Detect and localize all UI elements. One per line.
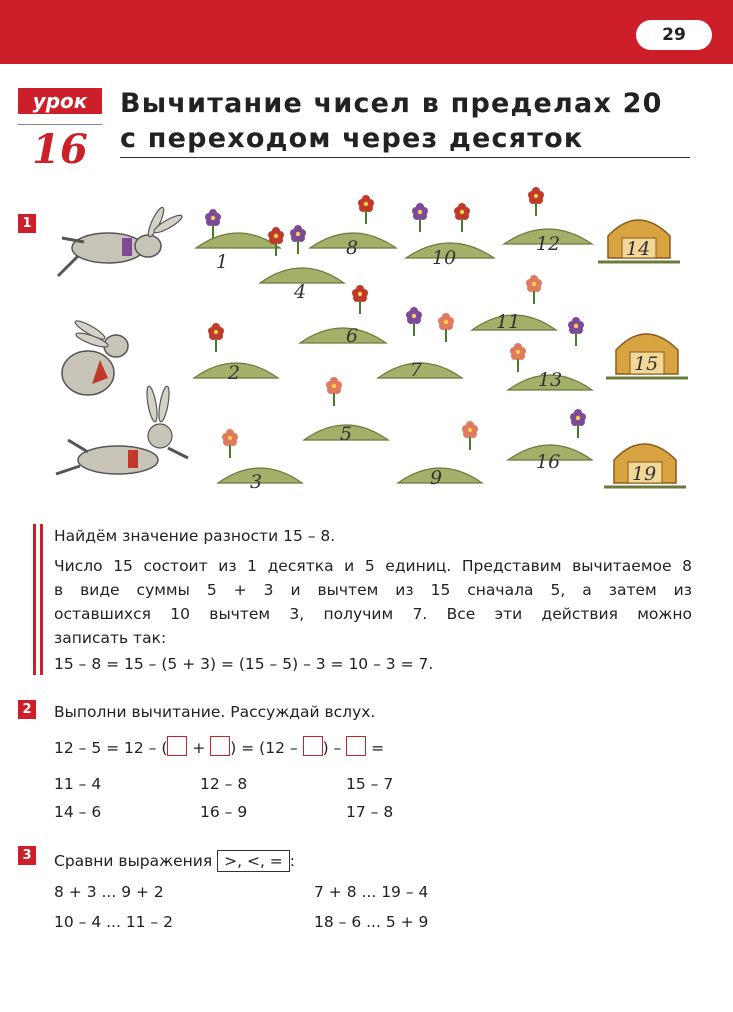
task-2-marker: 2 [18,700,36,719]
task-2-expr: 12 – 8 [200,775,248,793]
hill-number-2: 2 [228,362,241,384]
rule-line-4: оставшихся 10 вычтем 3, получим 7. Все эти действия можно [54,605,692,623]
rule-formula: 15 – 8 = 15 – (5 + 3) = (15 – 5) – 3 = 10 – 3 = 7. [54,655,434,673]
answer-box-3[interactable] [303,736,323,756]
task-3-colon: : [289,852,296,870]
rule-line-3: в виде суммы 5 + 3 и вычтем из 15 сначала 5, а затем из [54,581,692,599]
rule-bar-right [40,524,43,675]
rule-line-1: Найдём значение разности 15 – 8. [54,527,336,545]
rule-bar-left [33,524,36,675]
example-part-5: = [371,739,385,757]
task-2-expr: 16 – 9 [200,803,248,821]
hill-number-12: 12 [536,233,561,255]
task-2-expr: 14 – 6 [54,803,102,821]
title-underline [120,157,690,158]
rule-line-5: записать так: [54,629,167,647]
rabbit-1 [58,206,184,276]
rabbit-2 [62,318,128,395]
hill-number-13: 13 [538,369,563,391]
page-number: 29 [636,20,712,50]
lesson-number: 16 [32,126,88,173]
task-3-marker: 3 [18,846,36,865]
hill-number-4: 4 [294,281,307,303]
hill-number-1: 1 [216,251,229,273]
page-title [120,86,663,156]
task-3-expr: 10 – 4 ... 11 – 2 [54,913,174,931]
answer-box-2[interactable] [210,736,230,756]
task-2-expr: 17 – 8 [346,803,394,821]
rabbits-hills-illustration [48,178,698,503]
task-1-marker: 1 [18,214,36,233]
task-2-expr: 11 – 4 [54,775,102,793]
example-part-4: ) – [322,739,342,757]
example-part-3: ) = (12 – [230,739,298,757]
task-3-expr: 8 + 3 ... 9 + 2 [54,883,164,901]
task-3-expr: 7 + 8 ... 19 – 4 [314,883,429,901]
house-number-15: 15 [634,353,659,375]
task-3-expr: 18 – 6 ... 5 + 9 [314,913,429,931]
lesson-divider [18,124,102,125]
lesson-label: урок [18,88,102,114]
house-number-19: 19 [632,463,657,485]
task-3-instruction [54,849,295,873]
comparison-signs-box: >, <, = [217,850,290,872]
example-part-2: + [192,739,206,757]
answer-box-1[interactable] [167,736,187,756]
hill-number-5: 5 [340,423,353,445]
example-part-1: 12 – 5 = 12 – ( [54,739,168,757]
answer-box-4[interactable] [346,736,366,756]
task-2-expr: 15 – 7 [346,775,394,793]
rule-line-2: Число 15 состоит из 1 десятка и 5 единиц. Представим вычитаемое 8 [54,557,692,575]
rabbit-3 [56,386,188,474]
hill-number-7: 7 [410,359,423,381]
hill-1 [196,233,280,248]
hill-number-16: 16 [536,451,561,473]
hill-number-8: 8 [346,237,359,259]
hill-number-11: 11 [496,311,521,333]
title-line-1: Вычитание чисел в пределах 20 [120,88,663,119]
title-line-2: с переходом через десяток [120,123,584,154]
top-red-band [0,0,733,64]
hill-number-9: 9 [430,467,443,489]
hill-number-3: 3 [250,471,263,493]
task-2-instruction: Выполни вычитание. Рассуждай вслух. [54,703,376,721]
hill-number-6: 6 [346,325,359,347]
hill-number-10: 10 [432,247,457,269]
task-2-example [54,736,384,760]
task-3-instruction-text: Сравни выражения [54,852,213,870]
house-number-14: 14 [626,238,651,260]
hill-6 [300,328,386,343]
